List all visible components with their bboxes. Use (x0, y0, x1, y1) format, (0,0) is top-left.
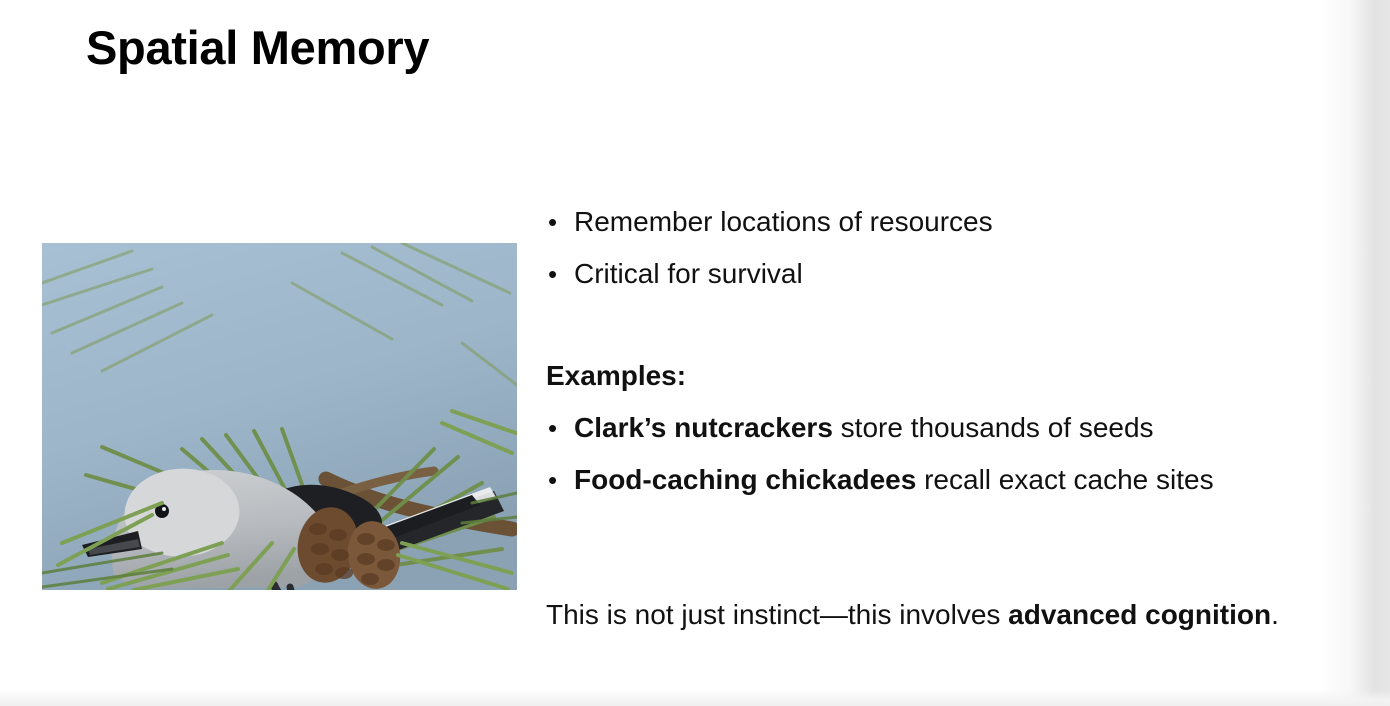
list-item-bold: Food-caching chickadees (574, 464, 917, 495)
list-item-rest: store thousands of seeds (832, 412, 1154, 443)
closing-statement (546, 596, 1336, 634)
closing-tail: . (1271, 599, 1279, 630)
list-item: • Critical for survival (546, 248, 1346, 300)
list-item: • Remember locations of resources (546, 196, 1346, 248)
slide-bottom-edge-shading (0, 690, 1390, 706)
list-item-bold: Clark’s nutcrackers (574, 412, 833, 443)
top-bullet-list (546, 196, 1346, 300)
photo-artwork (42, 243, 517, 590)
slide-body (546, 196, 1346, 506)
clarks-nutcracker-photo (42, 243, 517, 590)
examples-heading: Examples: (546, 360, 687, 391)
list-item-rest: recall exact cache sites (916, 464, 1214, 495)
page-title: Spatial Memory (86, 21, 430, 74)
list-item (546, 454, 1346, 506)
closing-bold: advanced cognition (1008, 599, 1272, 630)
list-item (546, 402, 1346, 454)
closing-lead: This is not just instinct—this involves (546, 599, 1009, 630)
examples-bullet-list (546, 402, 1346, 506)
